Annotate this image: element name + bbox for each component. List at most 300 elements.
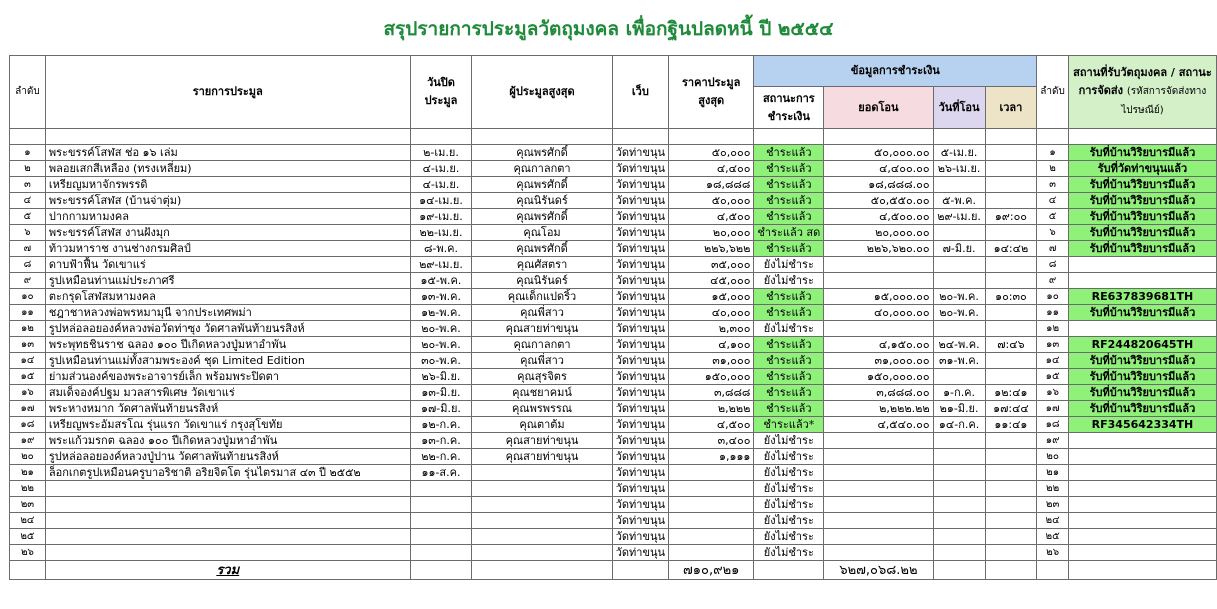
cell-price: ๓๑,๐๐๐	[669, 353, 754, 369]
cell-pay-status: ยังไม่ชำระ	[754, 321, 824, 337]
cell-time: ๑๗:๔๔	[985, 401, 1037, 417]
cell-no-2: ๒๐	[1037, 449, 1069, 465]
cell-time	[985, 353, 1037, 369]
cell-transfer-date: ๕-พ.ค.	[933, 193, 985, 209]
cell-time	[985, 257, 1037, 273]
table-row	[10, 481, 1217, 497]
cell-no-2: ๑๖	[1037, 385, 1069, 401]
cell-item: เหรียญมหาจักรพรรดิ	[45, 177, 410, 193]
cell-transfer-date: ๒๙-เม.ย.	[933, 209, 985, 225]
cell-time: ๗:๔๖	[985, 337, 1037, 353]
cell-item	[45, 545, 410, 561]
cell-web: วัดท่าขนุน	[612, 273, 668, 289]
cell-transfer-date: ๓๑-พ.ค.	[933, 353, 985, 369]
cell-time	[985, 177, 1037, 193]
cell-close-date	[410, 513, 472, 529]
cell-transfer-amount	[824, 433, 933, 449]
cell-winner: คุณพรศักดิ์	[472, 241, 612, 257]
table-row	[10, 497, 1217, 513]
cell-no: ๑๖	[10, 385, 46, 401]
cell-no: ๔	[10, 193, 46, 209]
cell-item: พระขรรค์โสฬส ช่อ ๑๖ เล่ม	[45, 145, 410, 161]
table-row	[10, 241, 1217, 257]
total-row	[10, 561, 1217, 580]
cell-delivery	[1068, 433, 1216, 449]
cell-no-2: ๓	[1037, 177, 1069, 193]
cell-no: ๑๒	[10, 321, 46, 337]
cell-winner: คุณศัสตรา	[472, 257, 612, 273]
cell-delivery	[1068, 513, 1216, 529]
cell-winner: คุณพรศักดิ์	[472, 209, 612, 225]
cell-item: รูปหล่อลอยองค์หลวงปู่ปาน วัดศาลพันท้ายนรสิงห์	[45, 449, 410, 465]
cell-web: วัดท่าขนุน	[612, 177, 668, 193]
cell-time	[985, 449, 1037, 465]
cell-no-2: ๑๘	[1037, 417, 1069, 433]
cell-pay-status: ยังไม่ชำระ	[754, 529, 824, 545]
cell-winner: คุณกาลกตา	[472, 337, 612, 353]
cell-transfer-date	[933, 369, 985, 385]
cell-no-2: ๒๔	[1037, 513, 1069, 529]
cell-close-date	[410, 481, 472, 497]
cell-no: ๑๐	[10, 289, 46, 305]
cell-no: ๒๓	[10, 497, 46, 513]
cell-pay-status: ชำระแล้ว	[754, 209, 824, 225]
auction-summary-table	[9, 55, 1217, 580]
cell-transfer-date	[933, 433, 985, 449]
cell-winner	[472, 545, 612, 561]
cell-no: ๒๖	[10, 545, 46, 561]
cell-transfer-amount: ๔,๔๐๐.๐๐	[824, 161, 933, 177]
cell-price: ๔๕,๐๐๐	[669, 273, 754, 289]
cell-item	[45, 481, 410, 497]
cell-transfer-amount: ๒,๒๒๒.๒๒	[824, 401, 933, 417]
cell-item: รูปเหมือนท่านแม่ประภาศรี	[45, 273, 410, 289]
cell-item	[45, 529, 410, 545]
cell-delivery: รับที่วัดท่าขนุนแล้ว	[1068, 161, 1216, 177]
cell-no-2: ๘	[1037, 257, 1069, 273]
cell-close-date: ๒๒-เม.ย.	[410, 225, 472, 241]
header-price: ราคาประมูลสูงสุด	[669, 56, 754, 129]
cell-no-2: ๖	[1037, 225, 1069, 241]
cell-transfer-amount	[824, 321, 933, 337]
cell-no-2: ๒๒	[1037, 481, 1069, 497]
cell-web: วัดท่าขนุน	[612, 353, 668, 369]
table-row	[10, 417, 1217, 433]
table-row	[10, 433, 1217, 449]
table-row	[10, 449, 1217, 465]
cell-item: พระหางหมาก วัดศาลพันท้ายนรสิงห์	[45, 401, 410, 417]
cell-price: ๔,๑๐๐	[669, 337, 754, 353]
cell-transfer-amount	[824, 545, 933, 561]
cell-delivery: รับที่บ้านวิริยบารมีแล้ว	[1068, 145, 1216, 161]
header-transfer-amount: ยอดโอน	[824, 87, 933, 129]
cell-no-2: ๑๙	[1037, 433, 1069, 449]
cell-delivery: รับที่บ้านวิริยบารมีแล้ว	[1068, 225, 1216, 241]
cell-pay-status: ยังไม่ชำระ	[754, 497, 824, 513]
cell-winner: คุณชยาคมน์	[472, 385, 612, 401]
cell-web: วัดท่าขนุน	[612, 321, 668, 337]
cell-pay-status: ชำระแล้ว	[754, 353, 824, 369]
cell-transfer-amount	[824, 465, 933, 481]
cell-web: วัดท่าขนุน	[612, 449, 668, 465]
cell-transfer-amount: ๔๐,๐๐๐.๐๐	[824, 305, 933, 321]
cell-no: ๒๑	[10, 465, 46, 481]
cell-transfer-amount	[824, 273, 933, 289]
cell-no-2: ๒๖	[1037, 545, 1069, 561]
cell-transfer-date	[933, 257, 985, 273]
header-close-date: วันปิดประมูล	[410, 56, 472, 129]
cell-delivery	[1068, 321, 1216, 337]
cell-transfer-amount: ๒๐,๐๐๐.๐๐	[824, 225, 933, 241]
cell-no-2: ๑๕	[1037, 369, 1069, 385]
cell-no: ๑๘	[10, 417, 46, 433]
cell-web: วัดท่าขนุน	[612, 161, 668, 177]
cell-price: ๔๐,๐๐๐	[669, 305, 754, 321]
cell-time	[985, 369, 1037, 385]
cell-transfer-date	[933, 465, 985, 481]
cell-web: วัดท่าขนุน	[612, 193, 668, 209]
cell-pay-status: ยังไม่ชำระ	[754, 449, 824, 465]
cell-transfer-amount	[824, 529, 933, 545]
cell-pay-status: ยังไม่ชำระ	[754, 257, 824, 273]
cell-winner	[472, 465, 612, 481]
cell-price: ๓,๘๘๘	[669, 385, 754, 401]
table-row	[10, 177, 1217, 193]
cell-transfer-date: ๒๐-พ.ค.	[933, 289, 985, 305]
cell-delivery: รับที่บ้านวิริยบารมีแล้ว	[1068, 385, 1216, 401]
cell-no-2: ๑๒	[1037, 321, 1069, 337]
total-price: ๗๑๐,๙๒๑	[669, 561, 754, 580]
cell-time: ๑๔:๔๒	[985, 241, 1037, 257]
cell-close-date: ๑๓-พ.ค.	[410, 289, 472, 305]
cell-no: ๑	[10, 145, 46, 161]
cell-transfer-date	[933, 497, 985, 513]
cell-close-date: ๒๒-ก.ค.	[410, 449, 472, 465]
cell-time	[985, 513, 1037, 529]
cell-winner: คุณพี่สาว	[472, 353, 612, 369]
cell-time: ๑๙:๐๐	[985, 209, 1037, 225]
cell-price: ๑๕,๐๐๐	[669, 289, 754, 305]
cell-transfer-amount	[824, 449, 933, 465]
cell-item: พระขรรค์โสฬส งานฝังมุก	[45, 225, 410, 241]
cell-no: ๒๒	[10, 481, 46, 497]
cell-close-date: ๑๙-เม.ย.	[410, 209, 472, 225]
header-time: เวลา	[985, 87, 1037, 129]
cell-no: ๑๔	[10, 353, 46, 369]
cell-delivery	[1068, 257, 1216, 273]
cell-pay-status: ยังไม่ชำระ	[754, 465, 824, 481]
cell-no: ๗	[10, 241, 46, 257]
cell-winner: คุณพรพรรณ	[472, 401, 612, 417]
cell-item: ปากกามหามงคล	[45, 209, 410, 225]
total-empty-6	[933, 561, 985, 580]
cell-time	[985, 497, 1037, 513]
cell-close-date: ๘-พ.ค.	[410, 241, 472, 257]
header-winner: ผู้ประมูลสูงสุด	[472, 56, 612, 129]
cell-item: ตะกรุดโสฬสมหามงคล	[45, 289, 410, 305]
cell-close-date: ๑๒-พ.ค.	[410, 305, 472, 321]
cell-web: วัดท่าขนุน	[612, 433, 668, 449]
cell-price	[669, 481, 754, 497]
table-row	[10, 305, 1217, 321]
cell-web: วัดท่าขนุน	[612, 225, 668, 241]
cell-close-date: ๑๗-มิ.ย.	[410, 401, 472, 417]
header-no: ลำดับ	[10, 56, 46, 129]
cell-pay-status: ชำระแล้ว	[754, 305, 824, 321]
cell-delivery	[1068, 497, 1216, 513]
cell-pay-status: ยังไม่ชำระ	[754, 481, 824, 497]
cell-no-2: ๑๑	[1037, 305, 1069, 321]
cell-time	[985, 481, 1037, 497]
cell-web: วัดท่าขนุน	[612, 497, 668, 513]
cell-no-2: ๕	[1037, 209, 1069, 225]
cell-no-2: ๒๕	[1037, 529, 1069, 545]
cell-no-2: ๗	[1037, 241, 1069, 257]
cell-web: วัดท่าขนุน	[612, 385, 668, 401]
table-row	[10, 465, 1217, 481]
cell-time	[985, 321, 1037, 337]
cell-web: วัดท่าขนุน	[612, 545, 668, 561]
cell-web: วัดท่าขนุน	[612, 465, 668, 481]
cell-item: รูปหล่อลอยองค์หลวงพ่อวัดท่าซุง วัดศาลพันท้ายนรสิงห์	[45, 321, 410, 337]
cell-delivery: รับที่บ้านวิริยบารมีแล้ว	[1068, 369, 1216, 385]
cell-winner	[472, 481, 612, 497]
cell-no-2: ๑	[1037, 145, 1069, 161]
cell-transfer-amount	[824, 481, 933, 497]
cell-transfer-amount	[824, 497, 933, 513]
cell-pay-status: ชำระแล้ว	[754, 161, 824, 177]
cell-close-date: ๔-เม.ย.	[410, 161, 472, 177]
cell-price: ๒๐,๐๐๐	[669, 225, 754, 241]
cell-close-date: ๔-เม.ย.	[410, 177, 472, 193]
cell-item: รูปเหมือนท่านแม่ทั้งสามพระองค์ ชุด Limited Edition	[45, 353, 410, 369]
table-row	[10, 193, 1217, 209]
total-empty-7	[985, 561, 1037, 580]
table-row	[10, 513, 1217, 529]
cell-price	[669, 529, 754, 545]
cell-close-date: ๒๖-มิ.ย.	[410, 369, 472, 385]
cell-no-2: ๒	[1037, 161, 1069, 177]
cell-delivery: RE637839681TH	[1068, 289, 1216, 305]
cell-transfer-amount: ๔,๕๐๐.๐๐	[824, 209, 933, 225]
cell-transfer-date: ๑๔-ก.ค.	[933, 417, 985, 433]
cell-pay-status: ชำระแล้ว*	[754, 417, 824, 433]
cell-item: สมเด็จองค์ปฐม มวลสารพิเศษ วัดเขาแร่	[45, 385, 410, 401]
cell-no-2: ๒๓	[1037, 497, 1069, 513]
cell-delivery: RF345642334TH	[1068, 417, 1216, 433]
total-label: รวม	[45, 561, 410, 580]
cell-close-date: ๒๐-พ.ค.	[410, 321, 472, 337]
cell-delivery	[1068, 465, 1216, 481]
total-empty-5	[754, 561, 824, 580]
cell-winner: คุณสายท่าขนุน	[472, 321, 612, 337]
cell-web: วัดท่าขนุน	[612, 209, 668, 225]
header-delivery	[1068, 56, 1216, 129]
page-title: สรุปรายการประมูลวัตถุมงคล เพื่อกฐินปลดหนี้ ปี ๒๕๕๔	[383, 18, 834, 40]
cell-delivery: รับที่บ้านวิริยบารมีแล้ว	[1068, 305, 1216, 321]
cell-pay-status: ชำระแล้ว	[754, 369, 824, 385]
cell-transfer-date	[933, 225, 985, 241]
cell-transfer-amount: ๔,๕๔๐.๐๐	[824, 417, 933, 433]
cell-transfer-amount: ๒๒๖,๖๒๐.๐๐	[824, 241, 933, 257]
cell-web: วัดท่าขนุน	[612, 481, 668, 497]
cell-pay-status: ชำระแล้ว	[754, 193, 824, 209]
cell-transfer-date	[933, 513, 985, 529]
cell-time	[985, 529, 1037, 545]
cell-pay-status: ชำระแล้ว	[754, 241, 824, 257]
cell-pay-status: ชำระแล้ว	[754, 145, 824, 161]
cell-transfer-amount: ๑๕๐,๐๐๐.๐๐	[824, 369, 933, 385]
cell-time	[985, 193, 1037, 209]
cell-no: ๒๐	[10, 449, 46, 465]
cell-delivery	[1068, 449, 1216, 465]
total-empty-3	[472, 561, 612, 580]
cell-price	[669, 497, 754, 513]
cell-transfer-amount: ๕๐,๐๐๐.๐๐	[824, 145, 933, 161]
cell-time	[985, 161, 1037, 177]
cell-price: ๑๘,๘๘๘	[669, 177, 754, 193]
table-row	[10, 321, 1217, 337]
cell-time	[985, 465, 1037, 481]
cell-web: วัดท่าขนุน	[612, 241, 668, 257]
cell-no: ๑๓	[10, 337, 46, 353]
cell-no: ๒๕	[10, 529, 46, 545]
cell-winner: คุณเด็กแปดริ้ว	[472, 289, 612, 305]
cell-price: ๒๒๖,๖๒๒	[669, 241, 754, 257]
cell-item	[45, 513, 410, 529]
cell-transfer-date: ๒๔-พ.ค.	[933, 337, 985, 353]
cell-no-2: ๑๐	[1037, 289, 1069, 305]
total-amount: ๖๒๗,๐๖๘.๒๒	[824, 561, 933, 580]
cell-time: ๑๑:๔๑	[985, 417, 1037, 433]
cell-item: ท้าวมหาราช งานช่างกรมศิลป์	[45, 241, 410, 257]
cell-time: ๑๐:๓๐	[985, 289, 1037, 305]
cell-web: วัดท่าขนุน	[612, 337, 668, 353]
cell-price	[669, 465, 754, 481]
cell-time: ๑๒:๔๑	[985, 385, 1037, 401]
cell-transfer-date: ๒๖-เม.ย.	[933, 161, 985, 177]
cell-no-2: ๔	[1037, 193, 1069, 209]
cell-transfer-date	[933, 177, 985, 193]
table-row	[10, 337, 1217, 353]
cell-delivery	[1068, 529, 1216, 545]
cell-item: ดาบฟ้าฟื้น วัดเขาแร่	[45, 257, 410, 273]
header-web: เว็บ	[612, 56, 668, 129]
cell-delivery	[1068, 481, 1216, 497]
cell-pay-status: ชำระแล้ว	[754, 337, 824, 353]
cell-no: ๓	[10, 177, 46, 193]
cell-delivery: รับที่บ้านวิริยบารมีแล้ว	[1068, 401, 1216, 417]
cell-transfer-amount: ๑๕,๐๐๐.๐๐	[824, 289, 933, 305]
cell-web: วัดท่าขนุน	[612, 417, 668, 433]
cell-winner: คุณสายท่าขนุน	[472, 433, 612, 449]
cell-item: เหรียญพระอัมสรโณ รุ่นแรก วัดเขาแร่ กรุงสุโขทัย	[45, 417, 410, 433]
cell-winner: คุณนิรันดร์	[472, 273, 612, 289]
table-row	[10, 545, 1217, 561]
cell-transfer-date: ๒๑-มิ.ย.	[933, 401, 985, 417]
cell-delivery	[1068, 273, 1216, 289]
cell-no: ๒	[10, 161, 46, 177]
cell-item: ล็อกเกตรูปเหมือนครูบาอริชาติ อริยจิตโต รุ่นไตรมาส ๔๓ ปี ๒๕๕๒	[45, 465, 410, 481]
cell-price: ๒,๒๒๒	[669, 401, 754, 417]
cell-transfer-date	[933, 321, 985, 337]
cell-price: ๒,๓๐๐	[669, 321, 754, 337]
header-row-1	[10, 56, 1217, 87]
cell-delivery: รับที่บ้านวิริยบารมีแล้ว	[1068, 193, 1216, 209]
cell-item	[45, 497, 410, 513]
cell-winner: คุณพรศักดิ์	[472, 177, 612, 193]
cell-time	[985, 145, 1037, 161]
cell-price: ๓,๔๐๐	[669, 433, 754, 449]
cell-delivery: รับที่บ้านวิริยบารมีแล้ว	[1068, 241, 1216, 257]
cell-price: ๔,๕๐๐	[669, 417, 754, 433]
table-row	[10, 209, 1217, 225]
header-payment-group: ข้อมูลการชำระเงิน	[754, 56, 1037, 87]
cell-time	[985, 225, 1037, 241]
cell-close-date: ๒-เม.ย.	[410, 145, 472, 161]
cell-time	[985, 273, 1037, 289]
cell-transfer-date	[933, 481, 985, 497]
cell-web: วัดท่าขนุน	[612, 145, 668, 161]
cell-web: วัดท่าขนุน	[612, 289, 668, 305]
cell-transfer-date: ๕-เม.ย.	[933, 145, 985, 161]
table-row	[10, 225, 1217, 241]
table-row	[10, 145, 1217, 161]
cell-transfer-date: ๗-มิ.ย.	[933, 241, 985, 257]
cell-pay-status: ชำระแล้ว	[754, 177, 824, 193]
cell-transfer-date	[933, 273, 985, 289]
cell-no-2: ๑๗	[1037, 401, 1069, 417]
cell-no-2: ๙	[1037, 273, 1069, 289]
table-row	[10, 385, 1217, 401]
cell-item: พลอยเสกสีเหลือง (ทรงเหลี่ยม)	[45, 161, 410, 177]
cell-price: ๕๐,๐๐๐	[669, 145, 754, 161]
cell-transfer-amount	[824, 513, 933, 529]
cell-price: ๑๕๐,๐๐๐	[669, 369, 754, 385]
cell-price: ๔,๔๐๐	[669, 161, 754, 177]
cell-price: ๔,๕๐๐	[669, 209, 754, 225]
cell-item: ย่ามส่วนองค์ของพระอาจารย์เล็ก พร้อมพระปิดตา	[45, 369, 410, 385]
cell-winner: คุณโอม	[472, 225, 612, 241]
cell-transfer-amount: ๑๘,๘๘๘.๐๐	[824, 177, 933, 193]
cell-pay-status: ยังไม่ชำระ	[754, 273, 824, 289]
header-transfer-date: วันที่โอน	[933, 87, 985, 129]
cell-delivery: RF244820645TH	[1068, 337, 1216, 353]
cell-web: วัดท่าขนุน	[612, 257, 668, 273]
cell-pay-status: ยังไม่ชำระ	[754, 545, 824, 561]
cell-pay-status: ชำระแล้ว	[754, 385, 824, 401]
cell-winner: คุณกาลกตา	[472, 161, 612, 177]
table-row	[10, 257, 1217, 273]
cell-close-date: ๑๔-เม.ย.	[410, 193, 472, 209]
cell-transfer-amount: ๔,๑๕๐.๐๐	[824, 337, 933, 353]
cell-no: ๖	[10, 225, 46, 241]
cell-pay-status: ยังไม่ชำระ	[754, 513, 824, 529]
cell-no: ๕	[10, 209, 46, 225]
table-row	[10, 353, 1217, 369]
cell-close-date: ๑๒-ก.ค.	[410, 417, 472, 433]
cell-close-date: ๑๑-ส.ค.	[410, 465, 472, 481]
cell-no: ๒๔	[10, 513, 46, 529]
cell-winner: คุณพี่สาว	[472, 305, 612, 321]
cell-close-date: ๑๓-มิ.ย.	[410, 385, 472, 401]
header-item: รายการประมูล	[45, 56, 410, 129]
cell-time	[985, 545, 1037, 561]
cell-transfer-date: ๑-ก.ค.	[933, 385, 985, 401]
cell-no: ๘	[10, 257, 46, 273]
cell-price	[669, 545, 754, 561]
cell-no: ๑๙	[10, 433, 46, 449]
